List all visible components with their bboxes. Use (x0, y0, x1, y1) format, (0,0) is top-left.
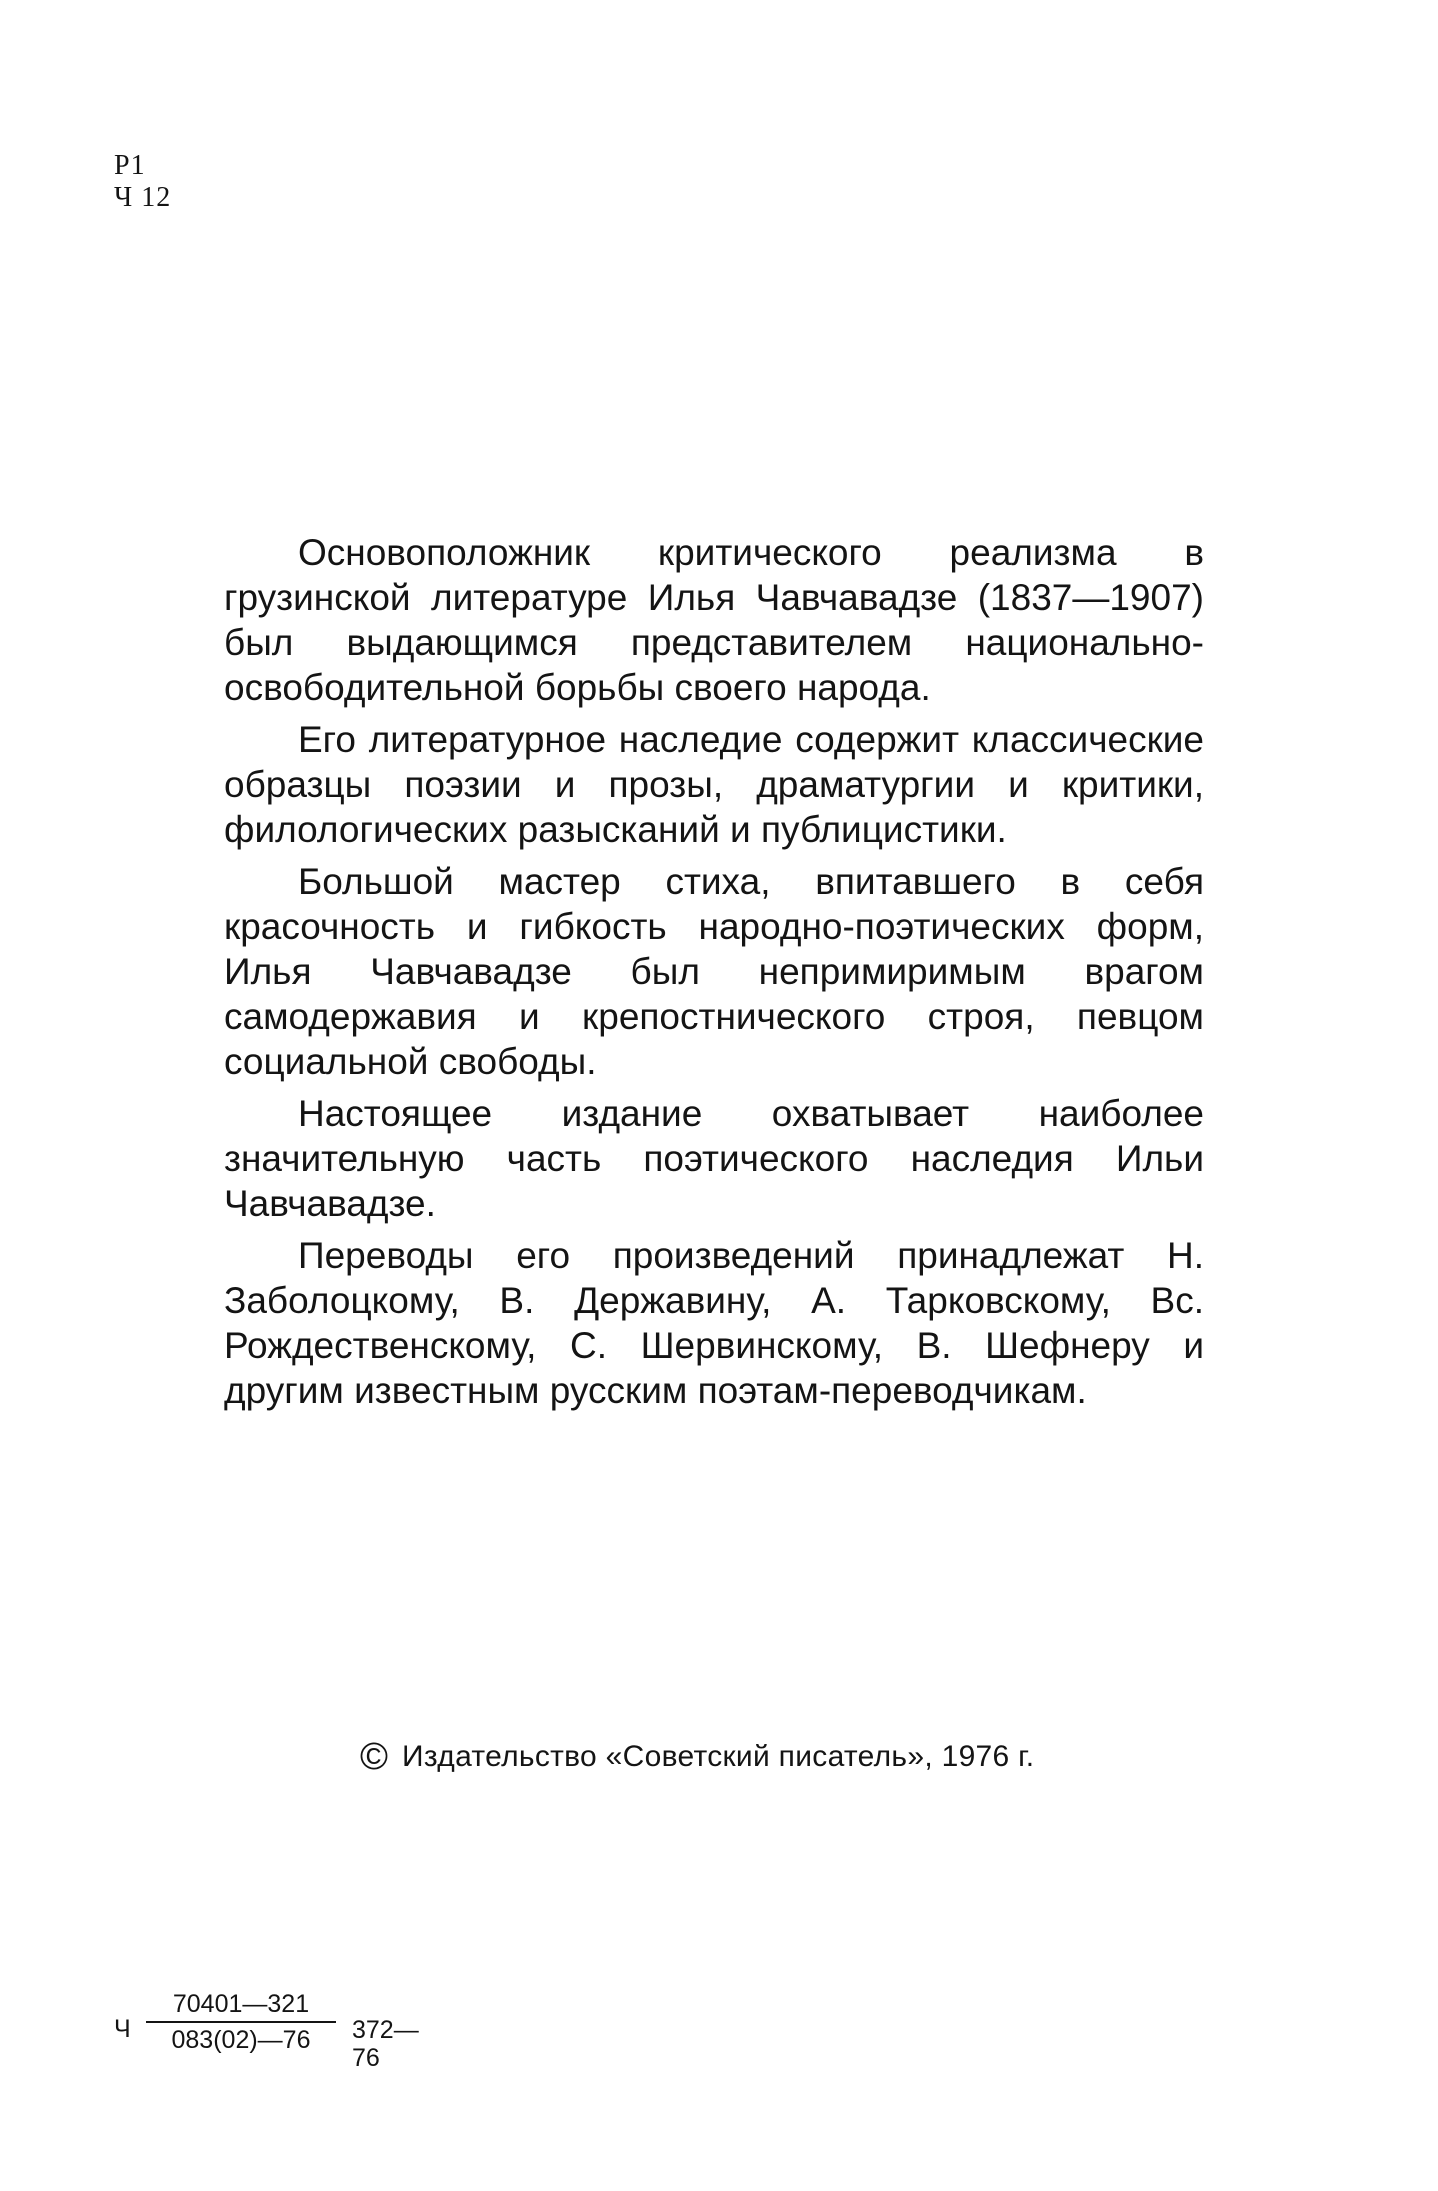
annotation-paragraph-4: Настоящее издание охватывает наиболее значительную часть поэтического наследия Ильи Чавчавадзе. (224, 1093, 1204, 1224)
copyright-line (360, 1737, 1120, 1777)
annotation-paragraph-2: Его литературное наследие содержит классические образцы поэзии и прозы, драматургии и критики, филологических разысканий и публицистики. (224, 719, 1204, 850)
book-annotation (224, 530, 1204, 1420)
annotation-paragraph-1: Основоположник критического реализма в грузинской литературе Илья Чавчавадзе (1837—1907) был выдающимся представителем национально-освободительной борьбы своего народа. (224, 532, 1204, 708)
annotation-paragraph-5: Переводы его произведений принадлежат Н. Заболоцкому, В. Державину, А. Тарковскому, Вс. Рождественскому, С. Шервинскому, В. Шефнеру и другим известным русским поэтам-переводчикам. (224, 1235, 1204, 1411)
copyright-icon: © (360, 1736, 388, 1778)
bibliographic-code-denominator: 083(02)—76 (171, 2026, 311, 2054)
catalog-index-line-1: Р1 (114, 150, 146, 181)
bibliographic-code-fraction (146, 1990, 336, 2054)
bibliographic-code (114, 1990, 444, 2080)
bibliographic-code-number: 372—76 (352, 2016, 419, 2072)
bibliographic-code-numerator: 70401—321 (146, 1990, 336, 2023)
annotation-paragraph-3: Большой мастер стиха, впитавшего в себя красочность и гибкость народно-поэтических форм, Илья Чавчавадзе был непримиримым врагом самодержавия и крепостнического строя, певцом социальной свободы. (224, 861, 1204, 1082)
catalog-index-line-2: Ч 12 (114, 182, 172, 213)
catalog-index (114, 150, 171, 214)
bibliographic-code-letter: Ч (114, 2015, 131, 2043)
publisher-copyright-text: Издательство «Советский писатель», 1976 г. (402, 1740, 1035, 1773)
